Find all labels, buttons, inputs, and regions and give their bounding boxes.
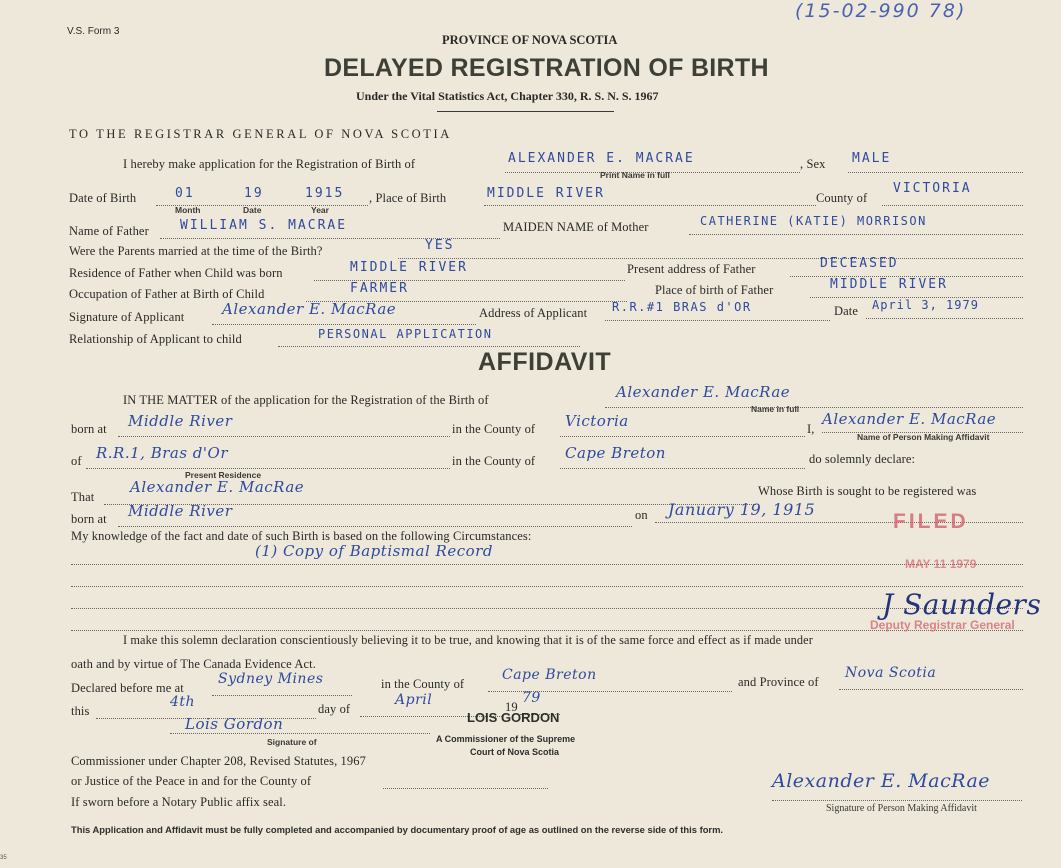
to-registrar-line: TO THE REGISTRAR GENERAL OF NOVA SCOTIA [69,127,452,141]
residence-value: MIDDLE RIVER [350,260,468,275]
relationship-value: PERSONAL APPLICATION [318,327,493,341]
province-line [839,689,1023,690]
province-value: Nova Scotia [845,665,937,681]
affiant-signature: Alexander E. MacRae [772,770,991,792]
month-caption: Month [175,205,201,215]
circumstance-line-1 [71,564,1023,565]
name-in-full-caption: Name in full [751,404,800,414]
province-label: and Province of [738,675,819,689]
place-of-birth-value: MIDDLE RIVER [487,186,605,201]
married-label: Were the Parents married at the time of the Birth? [69,244,323,258]
date-label: Date [834,304,858,318]
declaration-text: I make this solemn declaration conscientiously believing it to be true, and knowing that it is of the same force and effect as if made under [123,633,813,647]
applicant-signature: Alexander E. MacRae [222,300,397,318]
day-of-label: day of [318,702,351,716]
commissioner-signature-line [170,733,430,734]
registrar-signature: J Saunders [882,588,1042,621]
county-line [882,205,1023,206]
affiant-signature-caption: Signature of Person Making Affidavit [826,803,977,814]
matter-name-value: Alexander E. MacRae [616,383,791,401]
born-at-line [118,436,450,437]
justice-line: or Justice of the Peace in and for the County of [71,774,312,788]
county-value-3: Cape Breton [565,444,666,462]
relationship-line [278,346,580,347]
dob-year: 1915 [305,186,345,201]
county-value-4: Cape Breton [502,667,597,683]
i-label: I, [807,422,815,436]
present-address-label: Present address of Father [627,262,756,276]
county-label-4: in the County of [381,677,465,691]
born-at-line-2 [118,526,632,527]
print-name-caption: Print Name in full [600,170,670,180]
sex-label: , Sex [800,157,826,171]
county-value: VICTORIA [893,181,972,196]
declared-at-line [212,695,352,696]
child-name-value: ALEXANDER E. MACRAE [508,151,695,166]
county-line-2 [560,436,805,437]
occupation-value: FARMER [350,281,409,296]
father-birthplace-label: Place of birth of Father [655,283,774,297]
date-value: April 3, 1979 [872,298,979,312]
commissioner-signature: Lois Gordon [185,715,284,733]
dob-label: Date of Birth [69,191,137,205]
of-residence-line [86,468,450,469]
year-prefix: 19 [505,700,518,714]
justice-county-line [383,788,548,789]
sex-line [848,172,1023,173]
dob-month: 01 [175,186,195,201]
whose-birth-label: Whose Birth is sought to be registered was [758,484,977,498]
title-rule [437,111,614,112]
file-number: (15-02-990 78) [795,0,967,22]
county-label-2: in the County of [452,422,536,436]
place-of-birth-line [484,205,816,206]
date-caption: Date [243,205,262,215]
on-date-value: January 19, 1915 [668,500,816,519]
sex-value: MALE [852,151,892,166]
filed-date-stamp: MAY 11 1979 [905,557,977,571]
affidavit-title: AFFIDAVIT [478,348,612,376]
dob-date: 19 [244,186,264,201]
born-at-label-2: born at [71,512,107,526]
edge-mark: 35 [0,855,7,861]
present-residence-caption: Present Residence [185,470,262,480]
mother-line [689,234,1023,235]
affiant-caption: Name of Person Making Affidavit [857,432,990,442]
oath-text: oath and by virtue of The Canada Evidence Act. [71,657,316,671]
county-value-2: Victoria [565,412,629,430]
signature-line [212,324,476,325]
mother-value: CATHERINE (KATIE) MORRISON [700,214,927,228]
commissioner-stamp-line1: A Commissioner of the Supreme [436,734,576,744]
declared-label: Declared before me at [71,681,184,695]
matter-line [605,407,1023,408]
born-at-label: born at [71,422,107,436]
applicant-address-value: R.R.#1 BRAS d'OR [612,300,752,314]
married-line [398,258,1023,259]
that-name-value: Alexander E. MacRae [130,478,305,496]
declared-at-value: Sydney Mines [218,671,324,687]
county-line-3 [560,468,805,469]
present-address-value: DECEASED [820,256,899,271]
form-subtitle: Under the Vital Statistics Act, Chapter 330, R. S. N. S. 1967 [356,89,659,103]
circumstance-line-3 [71,608,1023,609]
commissioner-stamp-line2: Court of Nova Scotia [470,747,560,757]
circumstance-value: (1) Copy of Baptismal Record [255,542,493,560]
form-code: V.S. Form 3 [67,26,120,37]
province-heading: PROVINCE OF NOVA SCOTIA [442,33,618,47]
year-suffix: 79 [522,690,541,706]
affiant-signature-line [772,800,1022,801]
this-label: this [71,704,90,718]
footer-note: This Application and Affidavit must be fully completed and accompanied by documentary proof of age as outlined on the reverse side of this form. [71,824,724,835]
father-label: Name of Father [69,224,149,238]
filed-stamp: FILED [893,510,969,533]
registrar-stamp-caption: Deputy Registrar General [870,618,1015,632]
of-residence-value: R.R.1, Bras d'Or [96,444,228,462]
matter-label: IN THE MATTER of the application for the Registration of the Birth of [123,393,489,407]
declare-label: do solemnly declare: [809,452,916,466]
commissioner-line: Commissioner under Chapter 208, Revised Statutes, 1967 [71,754,366,768]
father-birthplace-value: MIDDLE RIVER [830,277,948,292]
knowledge-label: My knowledge of the fact and date of such Birth is based on the following Circumstances: [71,529,532,543]
place-of-birth-label: , Place of Birth [369,191,447,205]
born-at-value-2: Middle River [128,502,233,520]
on-label: on [635,508,648,522]
signature-of-caption: Signature of [267,737,317,747]
father-value: WILLIAM S. MACRAE [180,218,348,233]
born-at-value: Middle River [128,412,233,430]
occupation-label: Occupation of Father at Birth of Child [69,287,265,301]
that-label: That [71,490,95,504]
commissioner-stamp-name: LOIS GORDON [467,710,560,725]
signature-label: Signature of Applicant [69,310,185,324]
county-label: County of [816,191,868,205]
notary-line: If sworn before a Notary Public affix seal. [71,795,287,809]
mother-label: MAIDEN NAME of Mother [503,220,649,234]
circumstance-line-2 [71,586,1023,587]
applicant-address-line [605,320,830,321]
county-label-3: in the County of [452,454,536,468]
intro-label: I hereby make application for the Registration of Birth of [123,157,416,171]
year-caption: Year [311,205,329,215]
form-title: DELAYED REGISTRATION OF BIRTH [324,54,769,82]
month-value: April [395,692,433,708]
married-value: YES [425,238,455,253]
relationship-label: Relationship of Applicant to child [69,332,242,346]
date-line [866,318,1023,319]
day-value: 4th [170,694,196,710]
residence-label: Residence of Father when Child was born [69,266,283,280]
of-label: of [71,454,82,468]
applicant-address-label: Address of Applicant [479,306,588,320]
affiant-value: Alexander E. MacRae [822,410,997,428]
